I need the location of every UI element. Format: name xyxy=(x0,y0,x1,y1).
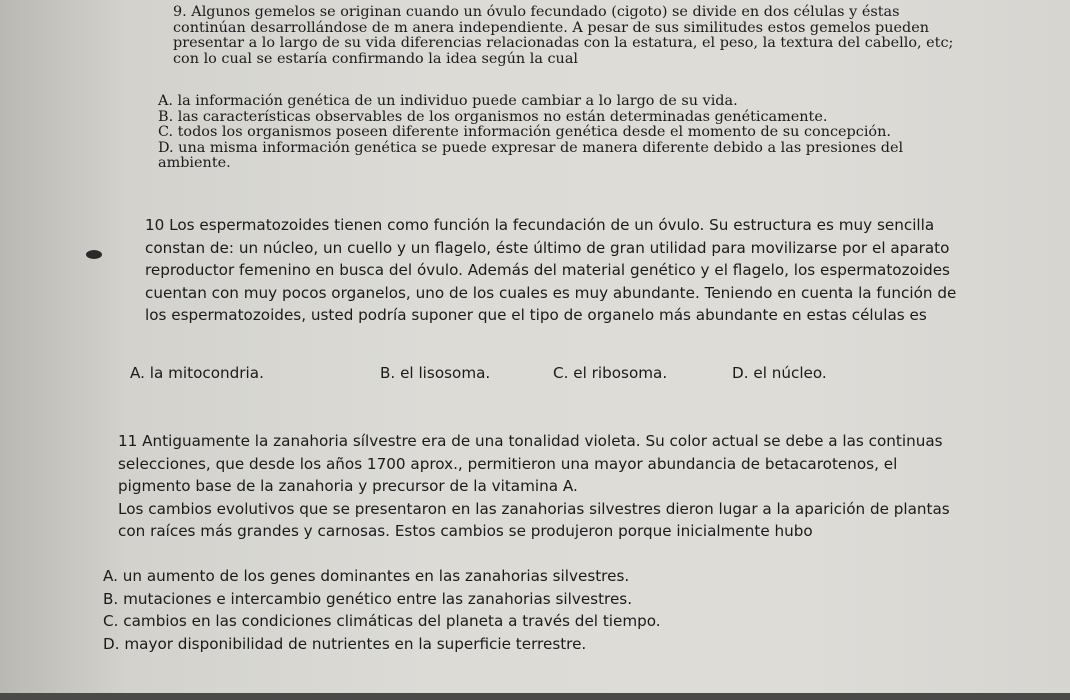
question-10-option-a[interactable]: A. la mitocondria. xyxy=(130,364,264,382)
question-11-stem xyxy=(118,430,950,543)
question-11-line: Los cambios evolutivos que se presentaron en las zanahorias silvestres dieron lugar a la aparición de plantas xyxy=(118,499,950,518)
question-9-option-a[interactable]: A. la información genética de un individuo puede cambiar a lo largo de su vida. xyxy=(158,93,738,109)
question-9-options xyxy=(158,94,903,172)
question-9-line: continúan desarrollándose de m anera independiente. A pesar de sus similitudes estos gemelos pueden xyxy=(173,19,930,36)
question-10-option-d[interactable]: D. el núcleo. xyxy=(732,364,827,382)
question-9-option-d[interactable]: D. una misma información genética se puede expresar de manera diferente debido a las presiones del xyxy=(158,139,904,156)
page-bottom-edge xyxy=(0,693,1070,700)
question-9-option-b[interactable]: B. las características observables de los organismos no están determinadas genéticamente. xyxy=(158,108,828,125)
question-9-line: 9. Algunos gemelos se originan cuando un óvulo fecundado (cigoto) se divide en dos células y éstas xyxy=(173,4,900,20)
question-10-option-b[interactable]: B. el lisosoma. xyxy=(380,364,491,382)
question-10-line: 10 Los espermatozoides tienen como función la fecundación de un óvulo. Su estructura es muy sencilla xyxy=(145,216,935,234)
question-10-line: reproductor femenino en busca del óvulo. Además del material genético y el flagelo, los espermatozoides xyxy=(145,261,950,280)
question-11-option-b[interactable]: B. mutaciones e intercambio genético entre las zanahorias silvestres. xyxy=(103,589,633,608)
question-10-line: cuentan con muy pocos organelos, uno de los cuales es muy abundante. Teniendo en cuenta la función de xyxy=(145,283,957,302)
question-11-options xyxy=(103,565,661,655)
question-9-line: presentar a lo largo de su vida diferencias relacionadas con la estatura, el peso, la textura del cabello, etc; xyxy=(173,35,954,52)
question-9-option-c[interactable]: C. todos los organismos poseen diferente información genética desde el momento de su concepción. xyxy=(158,124,891,141)
binder-hole xyxy=(86,250,102,259)
question-10-line: los espermatozoides, usted podría suponer que el tipo de organelo más abundante en estas células es xyxy=(145,306,927,325)
question-10-option-c[interactable]: C. el ribosoma. xyxy=(553,364,668,382)
question-9-option-d-continued: ambiente. xyxy=(158,155,231,172)
question-10-line: constan de: un núcleo, un cuello y un flagelo, éste último de gran utilidad para movilizarse por el aparato xyxy=(145,238,950,257)
question-11-option-d[interactable]: D. mayor disponibilidad de nutrientes en la superficie terrestre. xyxy=(103,634,587,653)
question-9-stem xyxy=(173,5,953,67)
question-11-option-c[interactable]: C. cambios en las condiciones climáticas del planeta a través del tiempo. xyxy=(103,612,661,631)
question-11-line: con raíces más grandes y carnosas. Estos cambios se produjeron porque inicialmente hubo xyxy=(118,522,813,541)
question-10-stem xyxy=(145,214,956,327)
question-11-line: selecciones, que desde los años 1700 aprox., permitieron una mayor abundancia de betacarotenos, el xyxy=(118,454,898,473)
question-11-line: 11 Antiguamente la zanahoria sílvestre era de una tonalidad violeta. Su color actual se debe a las continuas xyxy=(118,432,943,450)
question-11-line: pigmento base de la zanahoria y precursor de la vitamina A. xyxy=(118,477,578,496)
question-9-line: con lo cual se estaría confirmando la idea según la cual xyxy=(173,50,579,67)
question-11-option-a[interactable]: A. un aumento de los genes dominantes en las zanahorias silvestres. xyxy=(103,567,630,585)
